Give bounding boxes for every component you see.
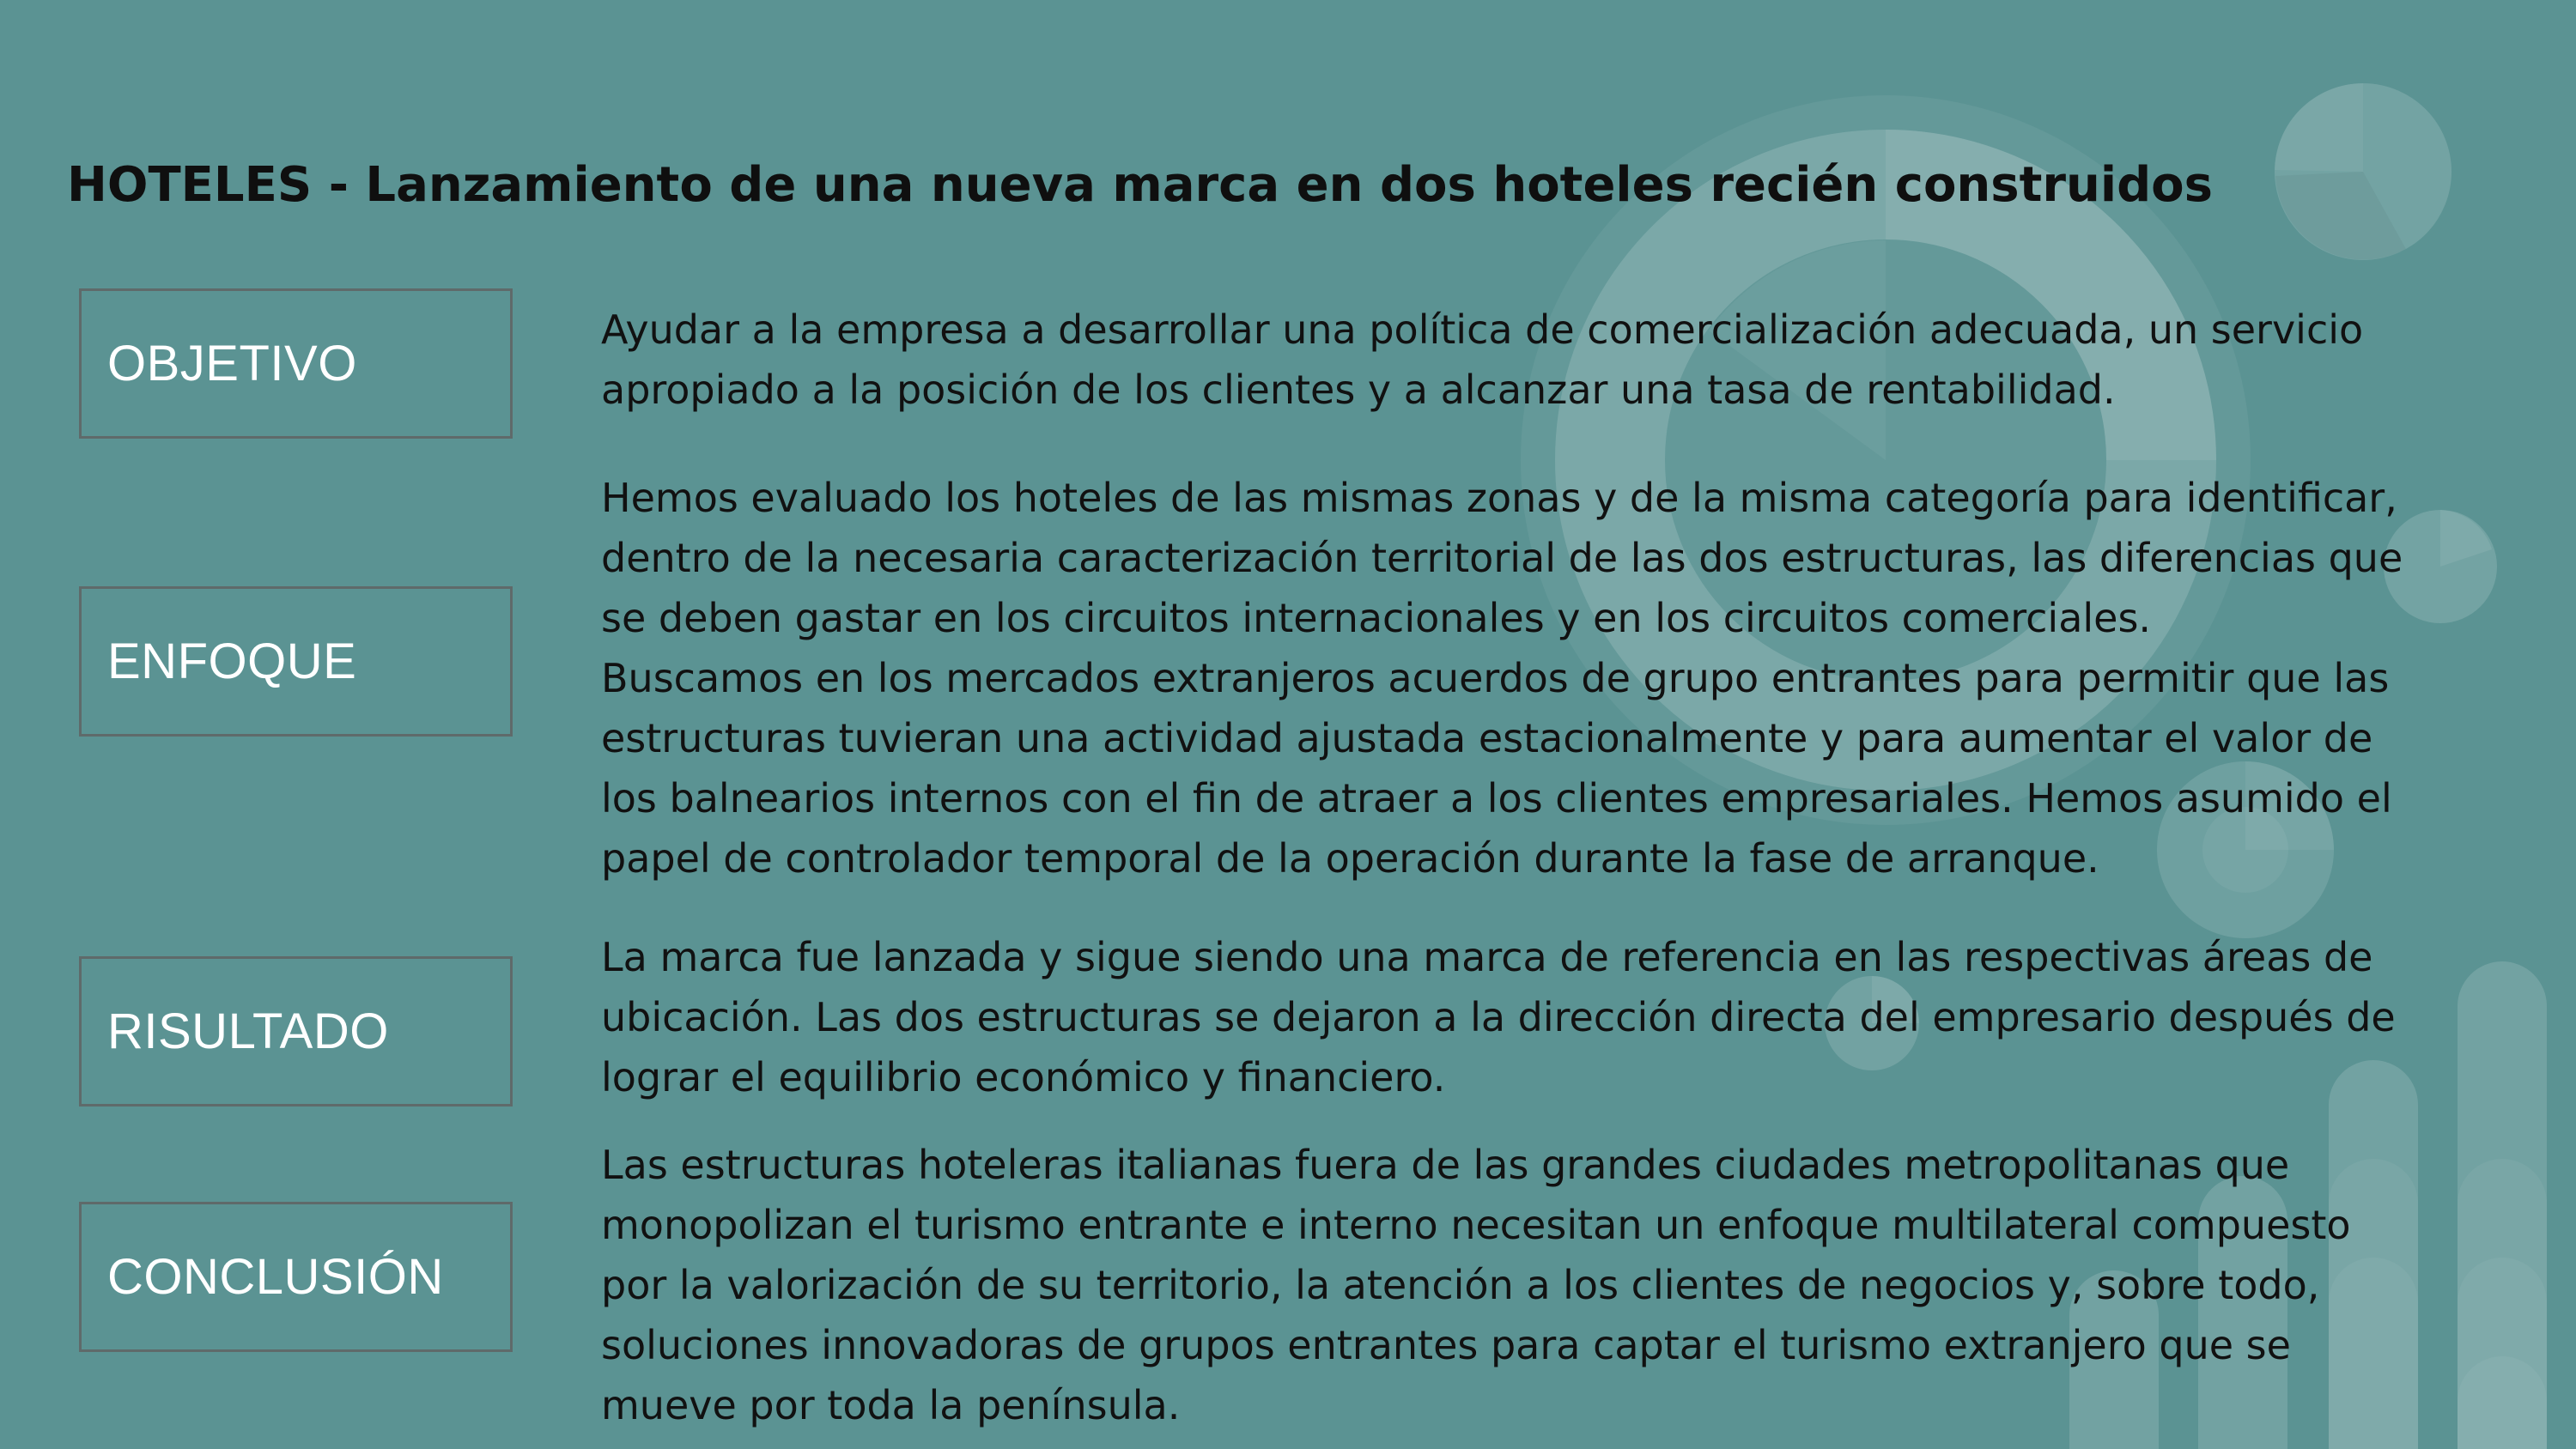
paragraph-objetivo: Ayudar a la empresa a desarrollar una política de comercialización adecuada, un servicio apropiado a la posición de los clientes y a alcanzar una tasa de rentabilidad.: [601, 306, 2364, 413]
paragraph-risultado: La marca fue lanzada y sigue siendo una marca de referencia en las respectivas áreas de ubicación. Las dos estructuras se dejaron a la dirección directa del empresario después de lograr el equilibrio económico y financiero.: [601, 934, 2396, 1100]
paragraph-conclusion: Las estructuras hoteleras italianas fuera de las grandes ciudades metropolitanas que monopolizan el turismo entrante e interno necesitan un enfoque multilateral compuesto por la valorización de su territorio, la atención a los clientes de negocios y, sobre todo, soluciones innovadoras de grupos entrantes para captar el turismo extranjero que se mueve por toda la península.: [601, 1142, 2351, 1428]
label-box-conclusion: [79, 1202, 513, 1352]
paragraph-enfoque: Hemos evaluado los hoteles de las mismas zonas y de la misma categoría para identificar, dentro de la necesaria caracterización territorial de las dos estructuras, las diferencias que se deben gastar en los circuitos internacionales y en los circuitos comerciales. Buscamos en los mercados extranjeros acuerdos de grupo entrantes para permitir que las estructuras tuvieran una actividad ajustada estacionalmente y para aumentar el valor de los balnearios internos con el fin de atraer a los clientes empresariales. Hemos asumido el papel de controlador temporal de la operación durante la fase de arranque.: [601, 475, 2403, 882]
label-box-enfoque: [79, 586, 513, 737]
label-conclusion: CONCLUSIÓN: [107, 1249, 444, 1305]
label-box-objetivo: [79, 288, 513, 439]
slide-title: HOTELES - Lanzamiento de una nueva marca en dos hoteles recién construidos: [67, 157, 2213, 213]
label-risultado: RISULTADO: [107, 1003, 389, 1059]
label-box-risultado: [79, 956, 513, 1106]
label-objetivo: OBJETIVO: [107, 336, 357, 391]
small-pie-graphic: [2275, 83, 2451, 260]
label-enfoque: ENFOQUE: [107, 634, 357, 689]
